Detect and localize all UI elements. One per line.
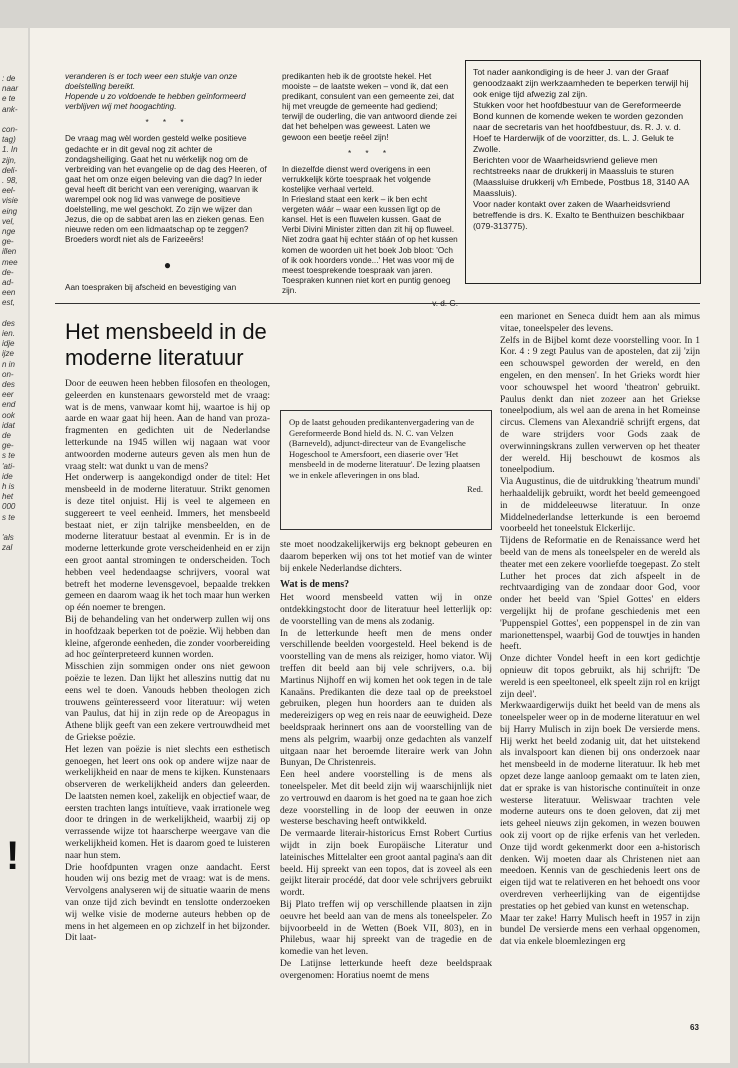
paragraph: De vermaarde literair-historicus Ernst Robert Curtius wijdt in zijn boek Europäische Literatur und lateinisches Mittelalter een groot aantal pagina's aan dit beeld. Hij spreekt van een topos, dat is zoveel als een geijkt literair procédé, dat door vele schrijvers gebruikt wordt.	[280, 829, 492, 899]
top-column-1-footer: Aan toespraken bij afscheid en bevestiging van	[65, 283, 237, 292]
article-column-2	[280, 540, 492, 982]
previous-page-fragment: nge	[2, 227, 16, 236]
previous-page-fragment: : de	[2, 74, 16, 83]
paragraph: een marionet en Seneca duidt hem aan als mimus vitae, toneelspeler des levens.	[500, 312, 700, 334]
article-column-3	[500, 312, 700, 949]
editor-note-text: Op de laatst gehouden predikantenvergadering van de Gereformeerde Bond hield ds. N. C. van Velzen (Barneveld), adjunct-directeur van de Evangelische Hogeschool te Amersfoort, een diaserie over 'Het mensbeeld in de moderne literatuur'. De lezing plaatsen we in enkele afleveringen in ons blad.	[289, 417, 481, 480]
previous-page-fragment: s te	[2, 512, 15, 522]
previous-page-edge	[0, 28, 28, 1063]
author-signature	[282, 299, 458, 309]
previous-page-fragment: de-	[2, 267, 14, 277]
paragraph: ste moet noodzakelijkerwijs erg beknopt gebeuren en daarom beperken wij ons tot het motief van de winter bij enkele Nederlandse dichters.	[280, 540, 492, 574]
bullet-separator-icon: ●	[163, 257, 172, 272]
previous-page-fragment: 'als	[2, 533, 14, 542]
section-heading: Wat is de mens?	[280, 579, 350, 591]
paragraph: Een heel andere voorstelling is de mens als toneelspeler. Met dit beeld zijn wij waarschijnlijk niet zo vertrouwd en daarom is het goed na te gaan hoe zich deze voorstelling in de loop der eeuwen in onze westerse beschaving heeft ontwikkeld.	[280, 770, 492, 828]
paragraph: Bij de behandeling van het onderwerp zullen wij ons in hoofdzaak beperken tot de poëzie. Wij hebben dan kleine, afgeronde eenheden, die zonder voorbereiding ad hoc geïnterpreteerd kunnen worden.	[65, 614, 270, 661]
previous-page-fragment: 000	[2, 502, 16, 512]
previous-page-fragment: eer	[2, 390, 14, 400]
paragraph: Tijdens de Reformatie en de Renaissance werd het beeld van de mens als toneelspeler en de wereld als theater met een zekere voorliefde toegepast. Zo stelt Luther het proces dat zich afspeelt in de rechtvaardiging van de zondaar door God, voor onder het beeld van 'Spiel Gottes' en elders vergelijkt hij de profane geschiedenis met een 'Puppenspiel Gottes', een poppenspel in de zin van marionettenspel, waarbij God de touwtjes in handen heeft.	[500, 536, 700, 653]
previous-page-fragment: een	[2, 288, 16, 298]
previous-page-fragment: zijn,	[2, 155, 17, 165]
previous-page-fragment: ien.	[2, 329, 15, 338]
previous-page-fragment: s te	[2, 451, 15, 461]
paragraph: Via Augustinus, die de uitdrukking 'theatrum mundi' herhaaldelijk gebruikt, wordt het beeld gemeengoed in de middeleeuwse literatuur. In onze Middelnederlandse letterkunde is een beroemd voorbeeld het toneelstuk Elckerlijc.	[500, 477, 700, 535]
separator-stars: * * *	[145, 118, 190, 128]
closing-letter: veranderen is er toch weer een stukje van onze doelstelling bereikt. Hopende u zo voldoende te hebben geïnformeerd verblijven wij met hoogachting.	[65, 72, 246, 112]
previous-page-fragment: zal	[2, 543, 13, 553]
editor-signature: Red.	[467, 483, 483, 494]
previous-page-fragment: idat	[2, 420, 15, 430]
previous-page-fragment: 1. In	[2, 145, 18, 155]
paragraph: Het woord mensbeeld vatten wij in onze ontdekkingstocht door de literatuur heel letterlijk op: de voorstelling van de mens als zodanig.	[280, 593, 492, 627]
previous-page-fragment: ank-	[2, 104, 18, 114]
paragraph: In de letterkunde heeft men de mens onder verschillende beelden voorgesteld. Heel bekend is de voorstelling van de mens als reiziger, homo viator. Wij treffen dit beeld aan bij vele schrijvers, o.a. bij Martinus Nijhoff en wij komen het ook tegen in de tale Kanaäns. Predikanten die deze taal op de preekstoel gebruiken, plegen hun hoorders aan te duiden als medereizigers op weg en reis naar de eeuwigheid. Deze beeldspraak herinnert ons aan de voorstelling van de mens als pelgrim, waarbij onze gedachten als vanzelf uitgaan naar het beroemde literaire werk van John Bunyan, De Christenreis.	[280, 628, 492, 769]
previous-page-fragment: de	[2, 431, 11, 440]
previous-page-fragment: ijze	[2, 349, 15, 359]
column-paragraph: In diezelfde dienst werd overigens in een verrukkelijk körte toespraak het volgende kostelijke verhaal verteld. In Friesland staat een kerk – ik ben echt vergeten wáár – waar een kussen ligt op de kansel. Het is een fluwelen kussen. Gaat de Verbi Divini Minister zitten dan zit hij op fluweel. Niet zodra gaat hij echter stáán of op het kussen komen de woorden uit het boek Job bloot: 'Och of ik ook hoorders vonde...' Het was voor mij de meest toesprekende toespraak van jaren. Toespraken kunnen niet kort en puntig genoeg zijn.	[282, 164, 458, 295]
previous-page-fragment: e te	[2, 94, 16, 104]
announcement-box	[465, 60, 701, 284]
previous-page-fragment: eing	[2, 206, 18, 216]
article-column-1	[65, 379, 270, 945]
separator-stars: * * *	[347, 148, 393, 158]
editor-note-box	[280, 410, 492, 530]
paragraph: Zelfs in de Bijbel komt deze voorstelling voor. In 1 Kor. 4 : 9 zegt Paulus van de apostelen, dat zij 'zijn een schouwspel geworden der wereld, en den engelen, en den mensen'. In het Grieks wordt hier voor schouwspel het woord 'theatron' gebruikt. Paulus denkt dan niet zozeer aan het Griekse toneelpodium, als wel aan de arena in het Romeinse circus. Clemens van Alexandrië schrijft ergens, dat de ware strijders voor Gods zaak de overwinningskrans zullen verwerven op het theater der wereld. Hij beschouwt de kosmos als toneelpodium.	[500, 335, 700, 476]
previous-page-fragment: ge-	[2, 441, 14, 451]
paragraph: Onze dichter Vondel heeft in een kort gedichtje opnieuw dit topos gebruikt, als hij schrijft: 'De wereld is een speeltoneel, elk speelt zijn rol en krijgt zijn deel'.	[500, 654, 700, 700]
previous-page-fragment: tag)	[2, 135, 16, 145]
exclamation-mark-graphic: !	[6, 834, 20, 878]
top-column-1	[65, 72, 270, 274]
column-paragraph: predikanten heb ik de grootste hekel. Het mooiste – de laatste weken – vond ik, dat een predikant, consulent van een gemeente zei, dat hij met vreugde de gemeente had gediend; terwijl de ouderling, die van antwoord diende zei dat het behelpen was geweest. Laten we gewoon een beetje reëel zijn!	[282, 72, 457, 142]
page-number: 63	[690, 1023, 699, 1032]
paragraph: Merkwaardigerwijs duikt het beeld van de mens als toneelspeler weer op in de moderne literatuur en wel bij Harry Mulisch in zijn boek De versierde mens. Hij werkt het beeld zodanig uit, dat het uitstekend als invalspoort kan dienen bij ons onderzoek naar het mensbeeld in de moderne literatuur. Ik heb met opzet deze lange aanloop gemaakt om te laten zien, dat er sprake is van historische continuïteit in onze westerse literatuur. Weliswaar trachten vele moderne auteurs ons te doen geloven, dat zij met iets geheel nieuws zijn gekomen, in wezen bouwen ook zij voort op de rijke erfenis van het verleden. Onze tijd wordt gekenmerkt door een a-historisch denken. Wij moeten daar als Christenen niet aan meedoen. Kennis van de geschiedenis leert ons de eigen tijd wat te relativeren en het behoedt ons voor overdreven verheerlijking van de eigentijdse prestaties op het gebied van kunst en wetenschap.	[500, 701, 700, 912]
previous-page-fragment: naar	[2, 84, 19, 94]
previous-page-fragment: on-	[2, 369, 14, 379]
article-title: Het mensbeeld in de moderne literatuur	[65, 319, 267, 370]
paragraph: Maar ter zake! Harry Mulisch heeft in 1957 in zijn bundel De versierde mens een verhaal opgenomen, dat via enkele bloemlezingen erg	[500, 913, 700, 948]
paragraph: Het onderwerp is aangekondigd onder de titel: Het mensbeeld in de moderne literatuur. Strikt genomen is deze titel onjuist. Hij is veel te algemeen en suggereert te veel eenheid. Immers, het mensbeeld bestaat niet, er zijn talrijke mensbeelden, en de moderne literatuur bestaat al evenmin. Er is in de moderne letterkunde grote verscheidenheid en er zijn een groot aantal stromingen te onderscheiden. Toch hebben veel hedendaagse schrijvers, vooral wat betreft het moderne levensgevoel, bepaalde trekken gemeen en daarom waag ik het toch maar hun werken op één noemer te brengen.	[65, 473, 270, 614]
previous-page-fragment: des	[2, 380, 15, 389]
previous-page-fragment: het	[2, 492, 14, 502]
previous-page-fragment: eel-	[2, 186, 16, 196]
previous-page-fragment: mee	[2, 257, 18, 267]
paragraph: Misschien zijn sommigen onder ons niet gewoon poëzie te lezen. Dan lijkt het alleszins nuttig dat nu eens wel te doen. Vanouds hebben theologen zich trouwens geïnteresseerd voor literatuur: wij weten van Paulus, dat hij in zijn rede op de Areopagus in Athene blijk geeft van een zekere vertrouwdheid met de Griekse poëzie.	[65, 662, 270, 743]
paragraph: Drie hoofdpunten vragen onze aandacht. Eerst houden wij ons bezig met de vraag: wat is de mens. Vervolgens analyseren wij de situatie waarin de mens van onze tijd zich bevindt en tenslotte onderzoeken wij welke visie de moderne auteurs hebben op de mens in het algemeen en op zichzelf in het bijzonder. Dit laat-	[65, 862, 270, 944]
previous-page-fragment: ook	[2, 410, 15, 420]
section-divider	[55, 303, 700, 304]
announcement-text: Tot nader aankondiging is de heer J. van der Graaf genoodzaakt zijn werkzaamheden te beperken terwijl hij ook enige tijd afwezig zal zijn. Stukken voor het hoofdbestuur van de Gereformeerde Bond kunnen de komende weken te worden gezonden naar de secretaris van het hoofdbestuur, ds. R. J. v. d. Hoef te Harderwijk of de voorzitter, ds. L. J. Geluk te Zwolle. Berichten voor de Waarheidsvriend gelieve men rechtstreeks naar de drukkerij in Maassluis te sturen (Maassluise drukkerij v/h Embede, Postbus 18, 3140 AA Maassluis). Voor nader kontakt over zaken de Waarheidsvriend betreffende is drs. K. Exalto te Benthuizen beschikbaar (079-313775).	[473, 67, 689, 231]
previous-page-fragment: n in	[2, 359, 15, 369]
paragraph: Bij Plato treffen wij op verschillende plaatsen in zijn oeuvre het beeld aan van de mens als toneelspeler. Zo bijvoorbeeld in de Wetten (Boek VII, 803), en in Philebus, waar hij spreekt van de tragedie en de komedie van het leven.	[280, 899, 492, 958]
previous-page-fragment: illen	[2, 247, 17, 257]
previous-page-fragment: ide	[2, 471, 13, 481]
previous-page-fragment: vel,	[2, 216, 15, 226]
paragraph: Door de eeuwen heen hebben filosofen en theologen, geleerden en kunstenaars geworsteld met de vraag: wat is de mens, vanwaar komt hij, waartoe is hij op aarde en waar gaat hij heen. Aan de hand van proza-fragmenten en gedichten uit de Nederlandse letterkunde na 1945 willen wij nagaan wat voor antwoorden moderne auteurs geven als men hun de vraag stelt: wat dunkt u van de mens?	[65, 379, 270, 472]
column-paragraph: De vraag mag wèl worden gesteld welke positieve gedachte er in dit geval nog zit achter de zondagsheiliging. Gaat het nu wérkelijk nog om de verbreiding van het evangelie op de dag des Heeren, of gaat het om onze eigen beleving van die dag? In ieder geval heeft dit bericht van een vereniging, waarvan ik warempel ook nog lid was vanwege de positieve doelstelling, me wel geschokt. Zo zijn we wijzer dan Jezus, die op de sabbat aren las en zieken genas. Een nieuwe reden om een lidmaatschap op te zeggen? Broeders wordt niet als de Farizeeërs!	[65, 134, 267, 245]
paragraph: De Latijnse letterkunde heeft deze beeldspraak overgenomen: Horatius noemt de mens	[280, 958, 492, 981]
previous-page-fragment: . 98,	[2, 176, 18, 185]
previous-page-fragment: deli-	[2, 165, 18, 175]
previous-page-fragment: visie	[2, 196, 19, 206]
top-column-2	[282, 72, 458, 312]
previous-page-fragment: des	[2, 318, 15, 328]
previous-page-fragment: idje	[2, 339, 15, 349]
previous-page-fragment: con-	[2, 125, 18, 134]
previous-page-fragment: est,	[2, 298, 15, 308]
previous-page-fragment: end	[2, 400, 16, 410]
paragraph: Het lezen van poëzie is niet slechts een esthetisch genoegen, het leert ons ook op andere wijze naar de werkelijkheid en naar de mens te kijken. Kunstenaars observeren de werkelijkheid anders dan geleerden. De laatsten nemen koel, zakelijk en objectief waar, de eersten trachten langs intuïtieve, vaak irrationele weg door te dringen in de werkelijkheid, waarbij zij op verrassende wijze tot haarscherpe weergave van die werkelijkheid komen. Het is daarom goed te luisteren naar hun stem.	[65, 744, 270, 861]
previous-page-fragment: 'ati-	[2, 461, 15, 471]
previous-page-fragment: h is	[2, 482, 15, 491]
previous-page-fragment: ad-	[2, 278, 14, 287]
previous-page-fragment: ge-	[2, 237, 14, 247]
